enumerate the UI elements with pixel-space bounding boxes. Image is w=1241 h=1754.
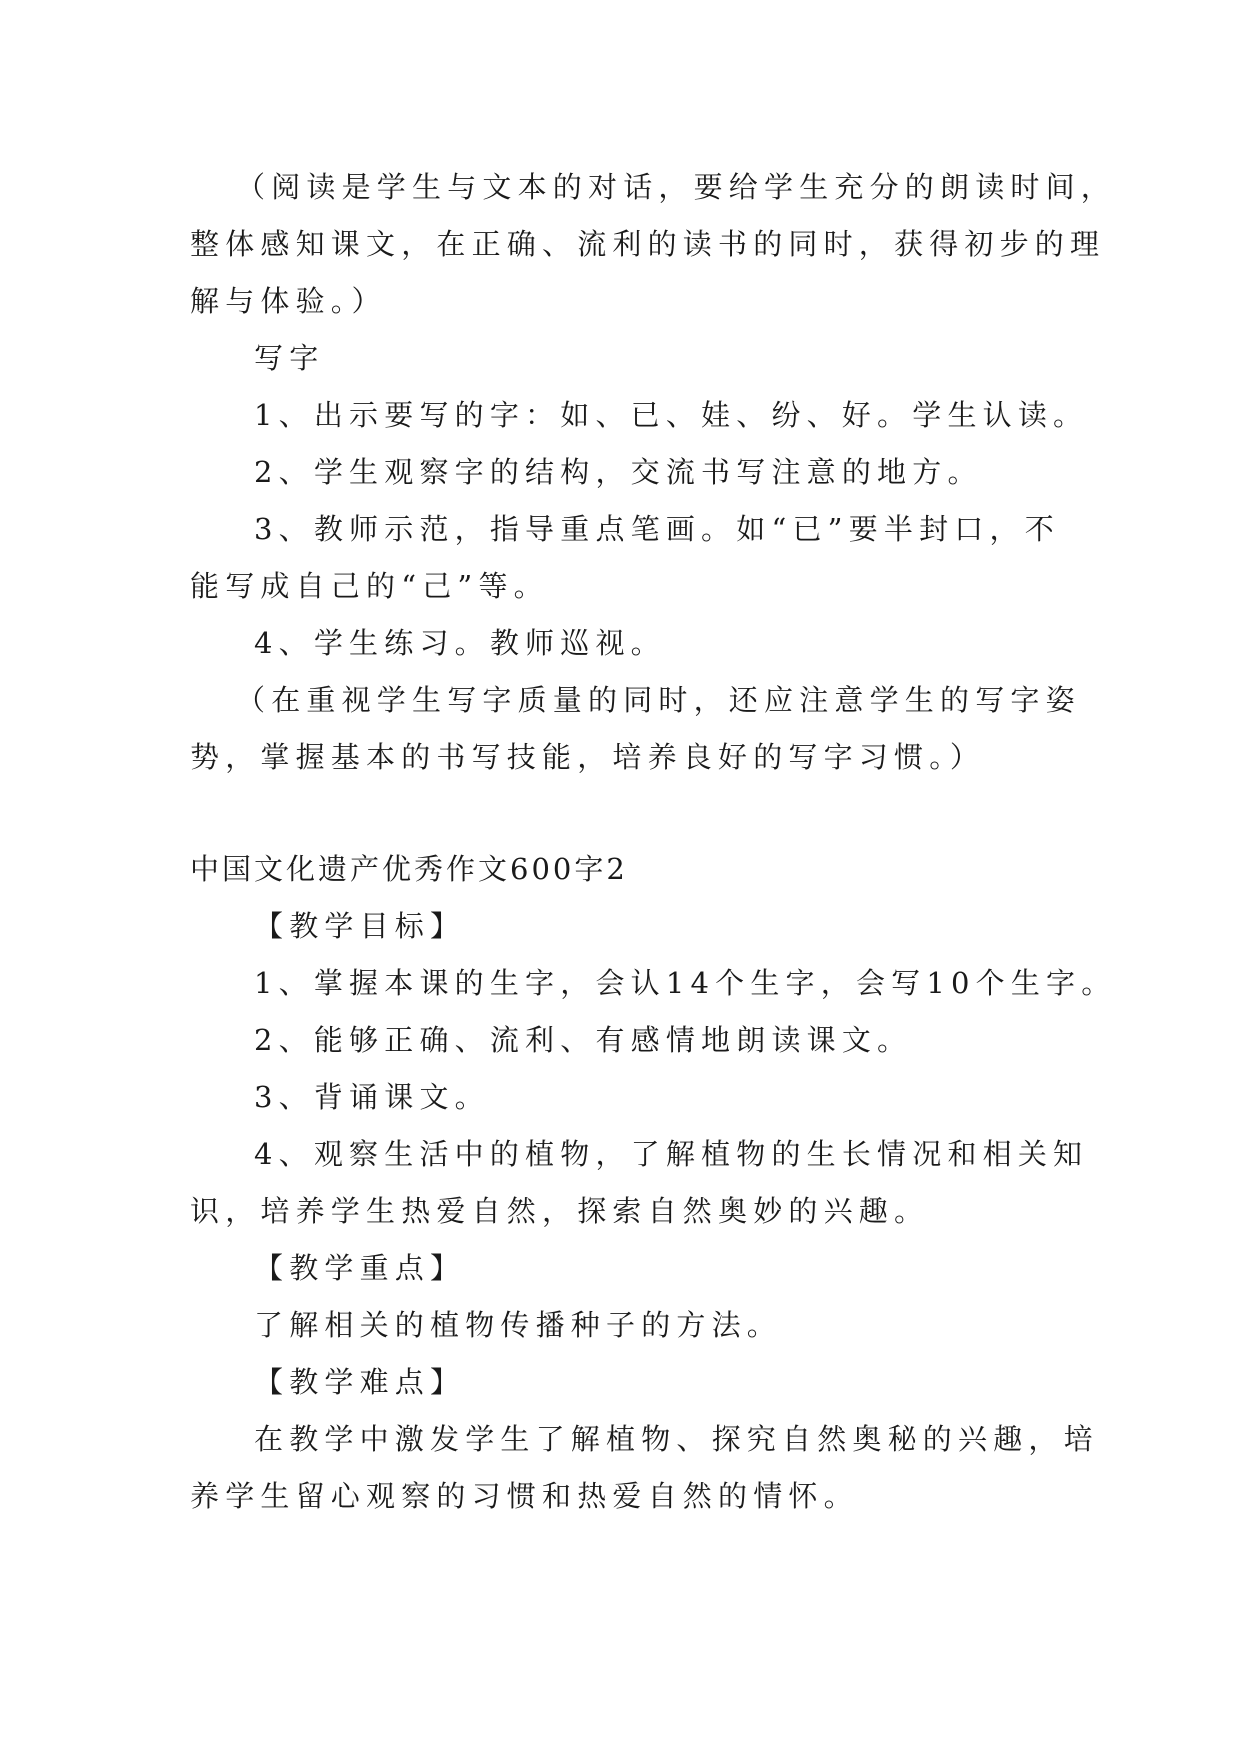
writing-note-line-1: （在重视学生写字质量的同时，还应注意学生的写字姿 xyxy=(236,683,1081,717)
objectives-heading: 【教学目标】 xyxy=(254,909,466,943)
objective-1: 1、掌握本课的生字，会认14个生字，会写10个生字。 xyxy=(254,966,1117,1000)
writing-subheading: 写字 xyxy=(254,341,325,375)
key-point-text: 了解相关的植物传播种子的方法。 xyxy=(254,1308,783,1342)
objective-4-line-2: 识，培养学生热爱自然，探索自然奥妙的兴趣。 xyxy=(190,1194,930,1228)
writing-step-4: 4、学生练习。教师巡视。 xyxy=(254,626,666,660)
writing-step-3-line-2: 能写成自己的“己”等。 xyxy=(190,569,549,603)
difficulty-line-1: 在教学中激发学生了解植物、探究自然奥秘的兴趣，培 xyxy=(254,1422,1099,1456)
section-title: 中国文化遗产优秀作文600字2 xyxy=(190,852,628,886)
reading-note-line-1: （阅读是学生与文本的对话，要给学生充分的朗读时间， xyxy=(236,170,1117,204)
writing-step-3-line-1: 3、教师示范，指导重点笔画。如“已”要半封口，不 xyxy=(254,512,1060,546)
difficulty-heading: 【教学难点】 xyxy=(254,1365,466,1399)
key-point-heading: 【教学重点】 xyxy=(254,1251,466,1285)
reading-note-line-2: 整体感知课文，在正确、流利的读书的同时，获得初步的理 xyxy=(190,227,1106,261)
objective-4-line-1: 4、观察生活中的植物，了解植物的生长情况和相关知 xyxy=(254,1137,1089,1171)
writing-note-line-2: 势，掌握基本的书写技能，培养良好的写字习惯。） xyxy=(190,740,986,774)
objective-2: 2、能够正确、流利、有感情地朗读课文。 xyxy=(254,1023,913,1057)
objective-3: 3、背诵课文。 xyxy=(254,1080,490,1114)
writing-step-2: 2、学生观察字的结构，交流书写注意的地方。 xyxy=(254,455,983,489)
writing-step-1: 1、出示要写的字：如、已、娃、纷、好。学生认读。 xyxy=(254,398,1089,432)
difficulty-line-2: 养学生留心观察的习惯和热爱自然的情怀。 xyxy=(190,1479,859,1513)
reading-note-line-3: 解与体验。） xyxy=(190,284,387,318)
